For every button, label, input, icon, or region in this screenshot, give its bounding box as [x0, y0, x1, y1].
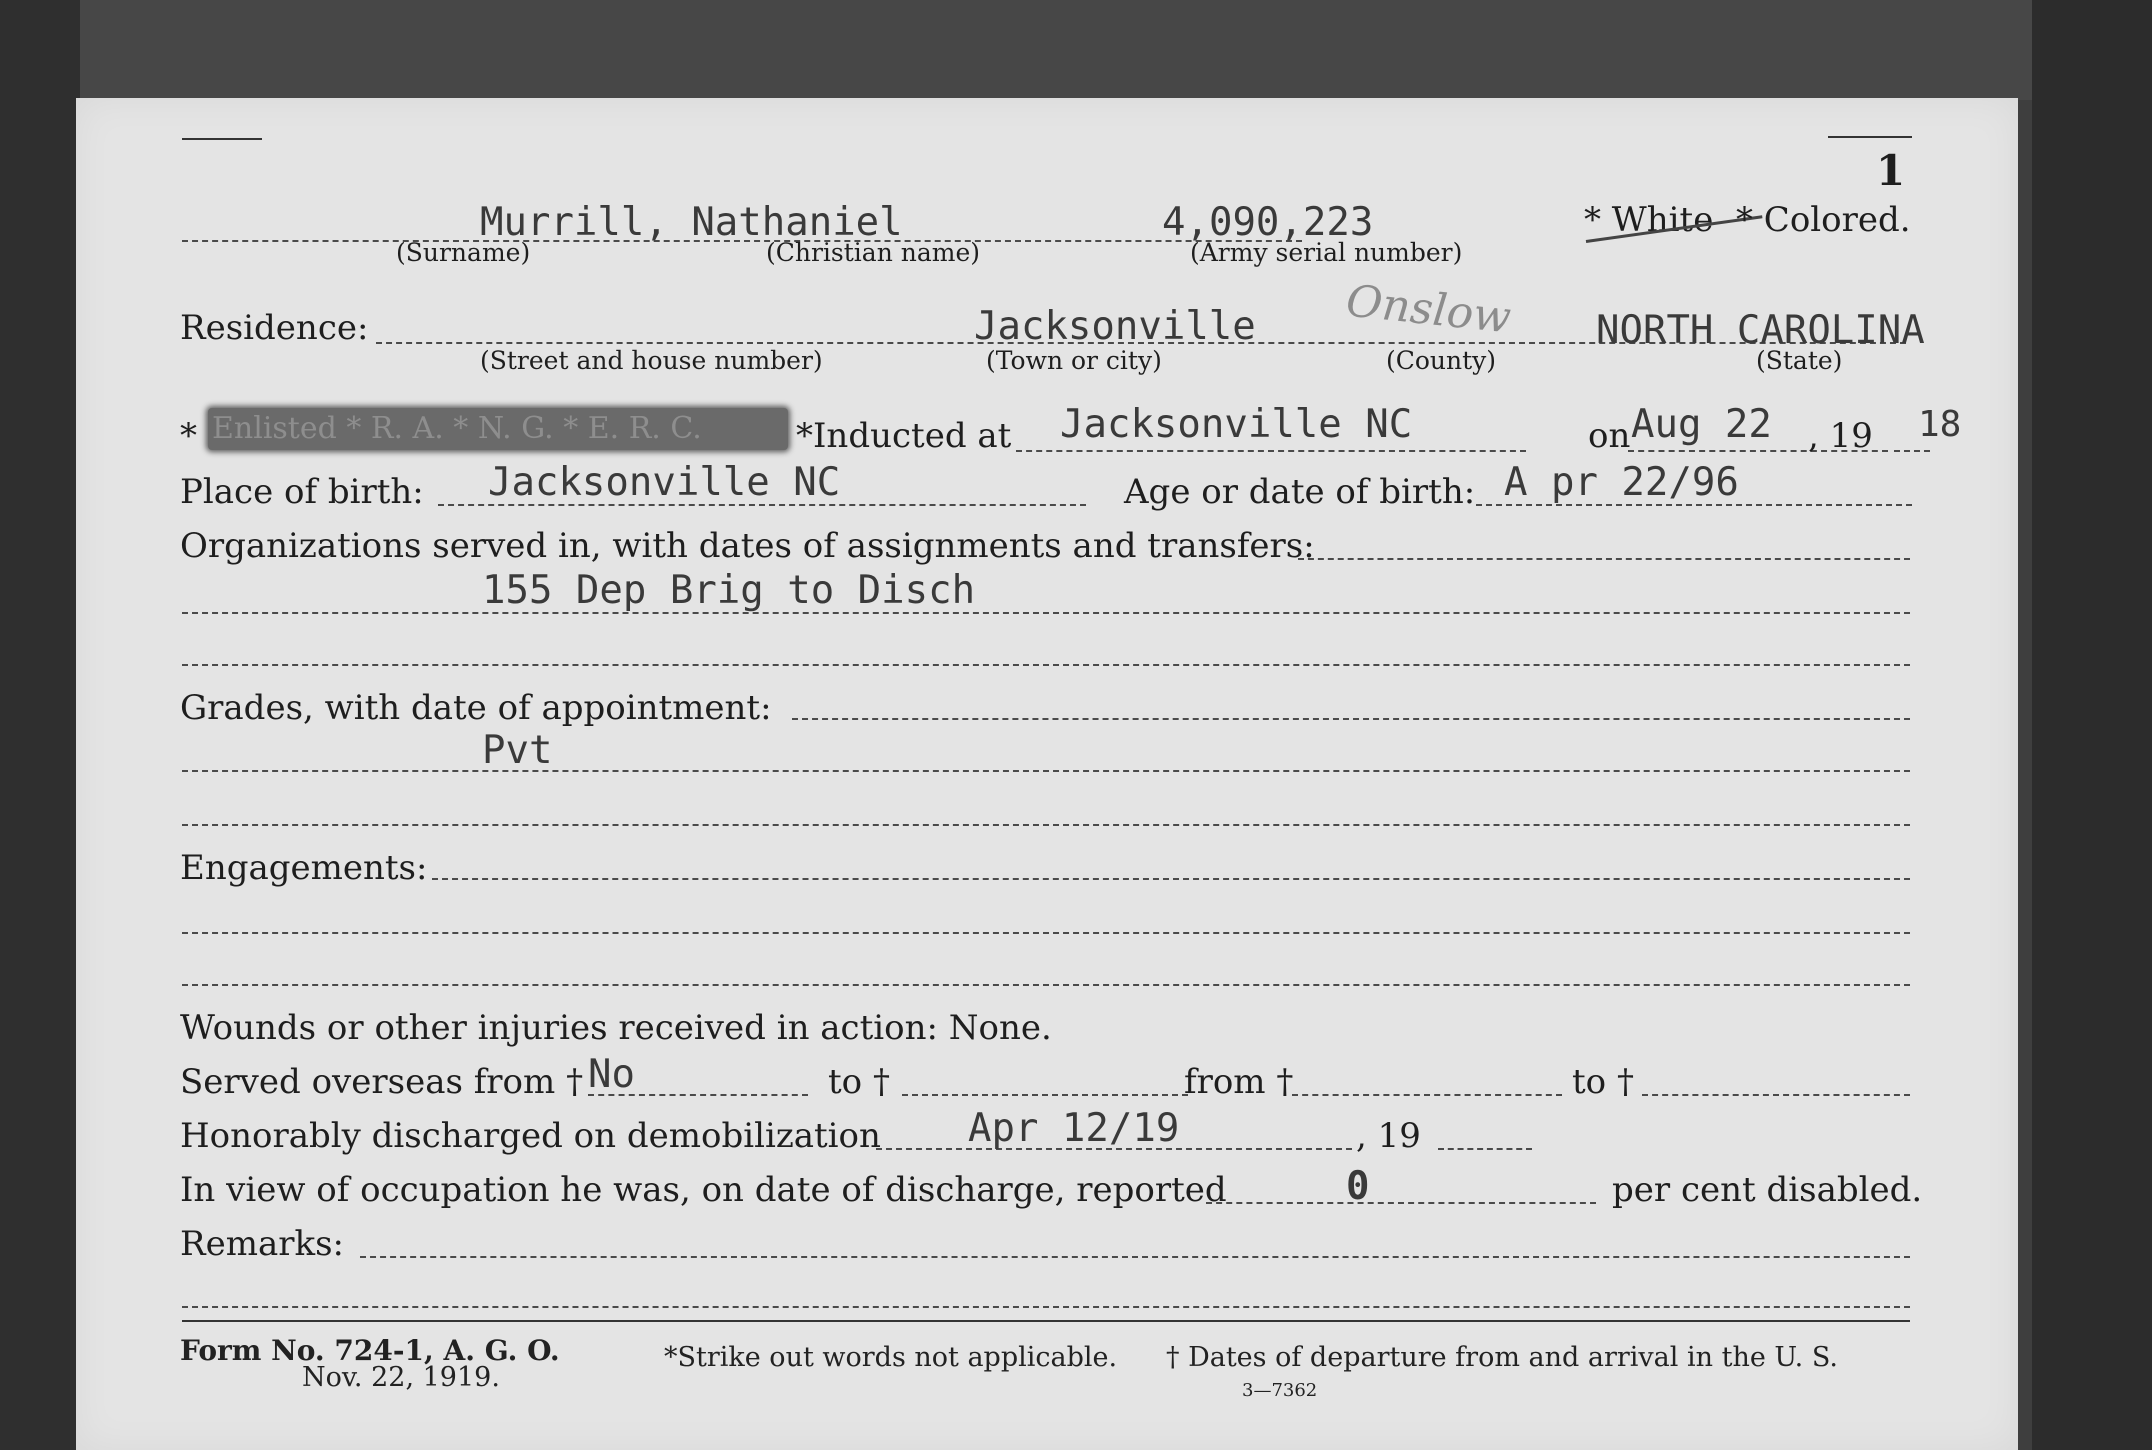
inducted-place-line: [1016, 450, 1526, 452]
overseas-to-label: to †: [828, 1062, 890, 1102]
remarks-label: Remarks:: [180, 1224, 344, 1264]
organizations-line-2: [182, 612, 1910, 614]
place-of-birth-label: Place of birth:: [180, 472, 424, 512]
strike-out-note: *Strike out words not applicable.: [664, 1342, 1118, 1373]
card-number: 1: [1876, 146, 1906, 195]
surname-caption: (Surname): [396, 238, 531, 267]
print-code: 3—7362: [1242, 1380, 1318, 1401]
discharge-year-prefix: , 19: [1356, 1116, 1421, 1156]
residence-state: NORTH CAROLINA: [1596, 308, 1925, 353]
form-number: Form No. 724-1, A. G. O.: [180, 1334, 560, 1367]
discharge-year-line: [1438, 1148, 1532, 1150]
overseas-to2-line: [1642, 1094, 1910, 1096]
overseas-from2-label: from †: [1184, 1062, 1294, 1102]
engagements-line-3: [182, 984, 1910, 986]
residence-label: Residence:: [180, 308, 369, 348]
disability-suffix: per cent disabled.: [1612, 1170, 1923, 1210]
induction-year: 18: [1918, 404, 1962, 445]
enlisted-asterisk: *: [180, 416, 197, 456]
organizations-line-3: [182, 664, 1910, 666]
disability-line: [1206, 1202, 1596, 1204]
christian-name-caption: (Christian name): [766, 238, 981, 267]
grade-value: Pvt: [482, 728, 553, 773]
wounds-statement: Wounds or other injuries received in action: None.: [180, 1008, 1052, 1048]
overseas-from2-line: [1292, 1094, 1562, 1096]
grades-line-1: [792, 718, 1910, 720]
organizations-label: Organizations served in, with dates of assignments and transfers:: [180, 526, 1315, 566]
soldier-name: Murrill, Nathaniel: [480, 200, 903, 245]
grades-line-2: [182, 770, 1910, 772]
army-serial-number: 4,090,223: [1162, 200, 1374, 245]
serial-caption: (Army serial number): [1190, 238, 1463, 267]
induction-date: Aug 22: [1631, 402, 1772, 447]
induction-year-line: [1894, 450, 1930, 452]
scan-background-left: [0, 0, 80, 1450]
top-left-rule: [182, 138, 262, 140]
residence-town: Jacksonville: [974, 304, 1256, 349]
engagements-line-1: [432, 878, 1910, 880]
footer-rule: [182, 1320, 1910, 1322]
inducted-place: Jacksonville NC: [1060, 402, 1413, 447]
street-caption: (Street and house number): [480, 346, 823, 375]
place-of-birth: Jacksonville NC: [488, 460, 841, 505]
county-caption: (County): [1386, 346, 1497, 375]
form-date: Nov. 22, 1919.: [302, 1362, 500, 1393]
enlisted-struck-out: Enlisted * R. A. * N. G. * E. R. C.: [208, 408, 788, 450]
white-option: * White: [1584, 200, 1714, 240]
colored-option: * Colored.: [1736, 200, 1911, 240]
remarks-line-1: [360, 1256, 1910, 1258]
disability-value: 0: [1346, 1164, 1370, 1209]
state-caption: (State): [1756, 346, 1843, 375]
induction-year-prefix: , 19: [1808, 416, 1873, 456]
discharge-label: Honorably discharged on demobilization: [180, 1116, 881, 1156]
grades-label: Grades, with date of appointment:: [180, 688, 772, 728]
birth-date: A pr 22/96: [1504, 460, 1739, 505]
dates-note: † Dates of departure from and arrival in the U. S.: [1166, 1342, 1838, 1373]
residence-county-handwritten: Onslow: [1343, 275, 1514, 344]
service-record-card: [76, 98, 2018, 1450]
organizations-value: 155 Dep Brig to Disch: [482, 568, 976, 613]
overseas-from-label: Served overseas from †: [180, 1062, 584, 1102]
engagements-label: Engagements:: [180, 848, 428, 888]
grades-line-3: [182, 824, 1910, 826]
overseas-value: No: [588, 1052, 635, 1097]
discharge-date: Apr 12/19: [968, 1106, 1180, 1151]
organizations-line-1: [1298, 558, 1910, 560]
disability-label: In view of occupation he was, on date of discharge, reported: [180, 1170, 1227, 1210]
overseas-to2-label: to †: [1572, 1062, 1634, 1102]
top-right-rule: [1828, 136, 1912, 138]
on-label: on: [1588, 416, 1631, 456]
town-caption: (Town or city): [986, 346, 1162, 375]
scan-background-top: [0, 0, 2152, 100]
inducted-label: *Inducted at: [796, 416, 1012, 456]
overseas-to-line: [902, 1094, 1188, 1096]
scan-background-right: [2032, 0, 2152, 1450]
engagements-line-2: [182, 932, 1910, 934]
remarks-line-2: [182, 1306, 1910, 1308]
age-label: Age or date of birth:: [1124, 472, 1476, 512]
